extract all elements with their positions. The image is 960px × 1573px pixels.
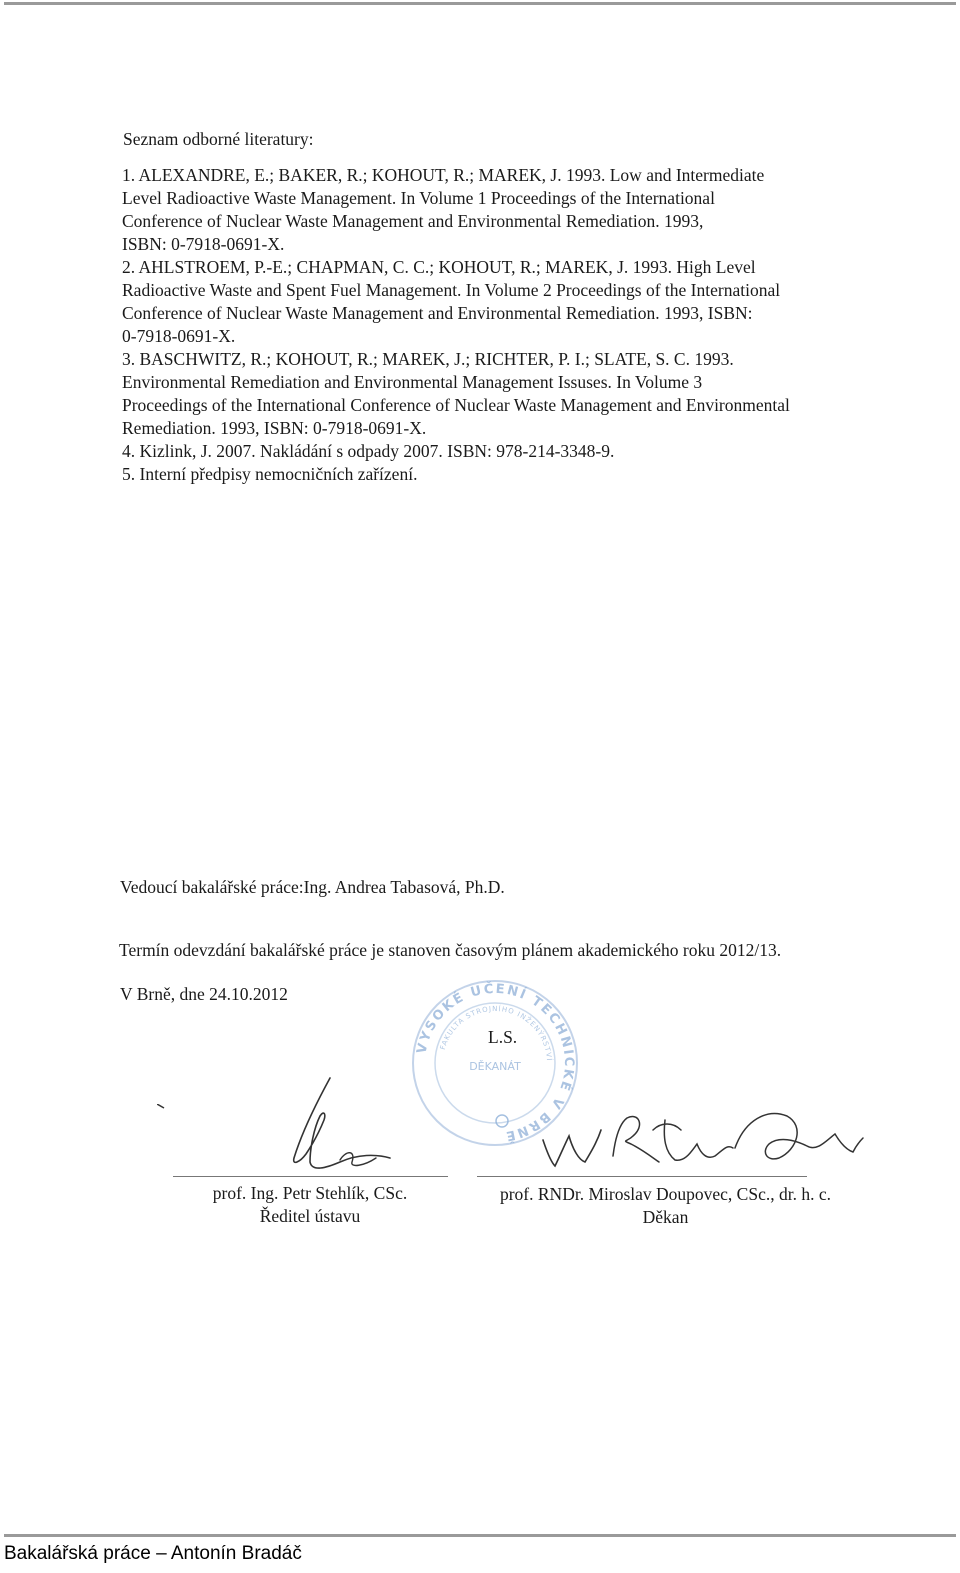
left-signatory-role: Ředitel ústavu (259, 1206, 361, 1226)
left-handwritten-signature (280, 1070, 410, 1175)
seal-outer-text: VYSOKÉ UČENÍ TECHNICKÉ V BRNĚ (414, 981, 577, 1144)
reference-item (122, 164, 882, 256)
reference-line: 0-7918-0691-X. (122, 326, 236, 346)
reference-line: Environmental Remediation and Environmental Management Issuses. In Volume 3 (122, 372, 703, 392)
reference-line: 3. BASCHWITZ, R.; KOHOUT, R.; MAREK, J.; RICHTER, P. I.; SLATE, S. C. 1993. (122, 349, 734, 369)
reference-line: Conference of Nuclear Waste Management and Environmental Remediation. 1993, ISBN: (122, 303, 753, 323)
left-signature-line (173, 1176, 448, 1177)
seal-inner-text: FAKULTA STROJNÍHO INŽENÝRSTVÍ (438, 1004, 553, 1062)
right-signatory (468, 1183, 863, 1229)
deadline-line: Termín odevzdání bakalářské práce je stanoven časovým plánem akademického roku 2012/13. (119, 940, 782, 960)
reference-line: Level Radioactive Waste Management. In Volume 1 Proceedings of the International (122, 188, 715, 208)
reference-line: ISBN: 0-7918-0691-X. (122, 234, 285, 254)
reference-item (122, 463, 882, 486)
reference-line: Remediation. 1993, ISBN: 0-7918-0691-X. (122, 418, 427, 438)
page-footer: Bakalářská práce – Antonín Bradáč (4, 1543, 302, 1564)
left-signatory (160, 1182, 460, 1228)
left-signatory-name: prof. Ing. Petr Stehlík, CSc. (212, 1183, 408, 1203)
supervisor-line: Vedoucí bakalářské práce:Ing. Andrea Tabasová, Ph.D. (120, 877, 505, 897)
reference-line: Conference of Nuclear Waste Management and Environmental Remediation. 1993, (122, 211, 704, 231)
reference-line: 5. Interní předpisy nemocničních zařízení. (122, 464, 418, 484)
bottom-rule (4, 1534, 956, 1537)
reference-item (122, 440, 882, 463)
stray-mark (157, 1104, 165, 1109)
place-date: V Brně, dne 24.10.2012 (120, 984, 288, 1004)
reference-line: 1. ALEXANDRE, E.; BAKER, R.; KOHOUT, R.; MAREK, J. 1993. Low and Intermediate (122, 165, 765, 185)
literature-heading: Seznam odborné literatury: (123, 129, 314, 149)
right-handwritten-signature (535, 1100, 865, 1175)
reference-line: 4. Kizlink, J. 2007. Nakládání s odpady 2007. ISBN: 978-214-3348-9. (122, 441, 615, 461)
reference-item (122, 348, 882, 440)
right-signatory-role: Děkan (642, 1207, 689, 1227)
reference-list (122, 164, 882, 486)
seal-center-text: DĚKANÁT (469, 1060, 521, 1073)
reference-line: 2. AHLSTROEM, P.-E.; CHAPMAN, C. C.; KOHOUT, R.; MAREK, J. 1993. High Level (122, 257, 756, 277)
reference-item (122, 256, 882, 348)
right-signature-line (477, 1176, 807, 1177)
right-signatory-name: prof. RNDr. Miroslav Doupovec, CSc., dr. h. c. (499, 1184, 831, 1204)
reference-line: Radioactive Waste and Spent Fuel Management. In Volume 2 Proceedings of the International (122, 280, 781, 300)
ls-label: L.S. (488, 1027, 518, 1047)
reference-line: Proceedings of the International Conference of Nuclear Waste Management and Environmental (122, 395, 790, 415)
